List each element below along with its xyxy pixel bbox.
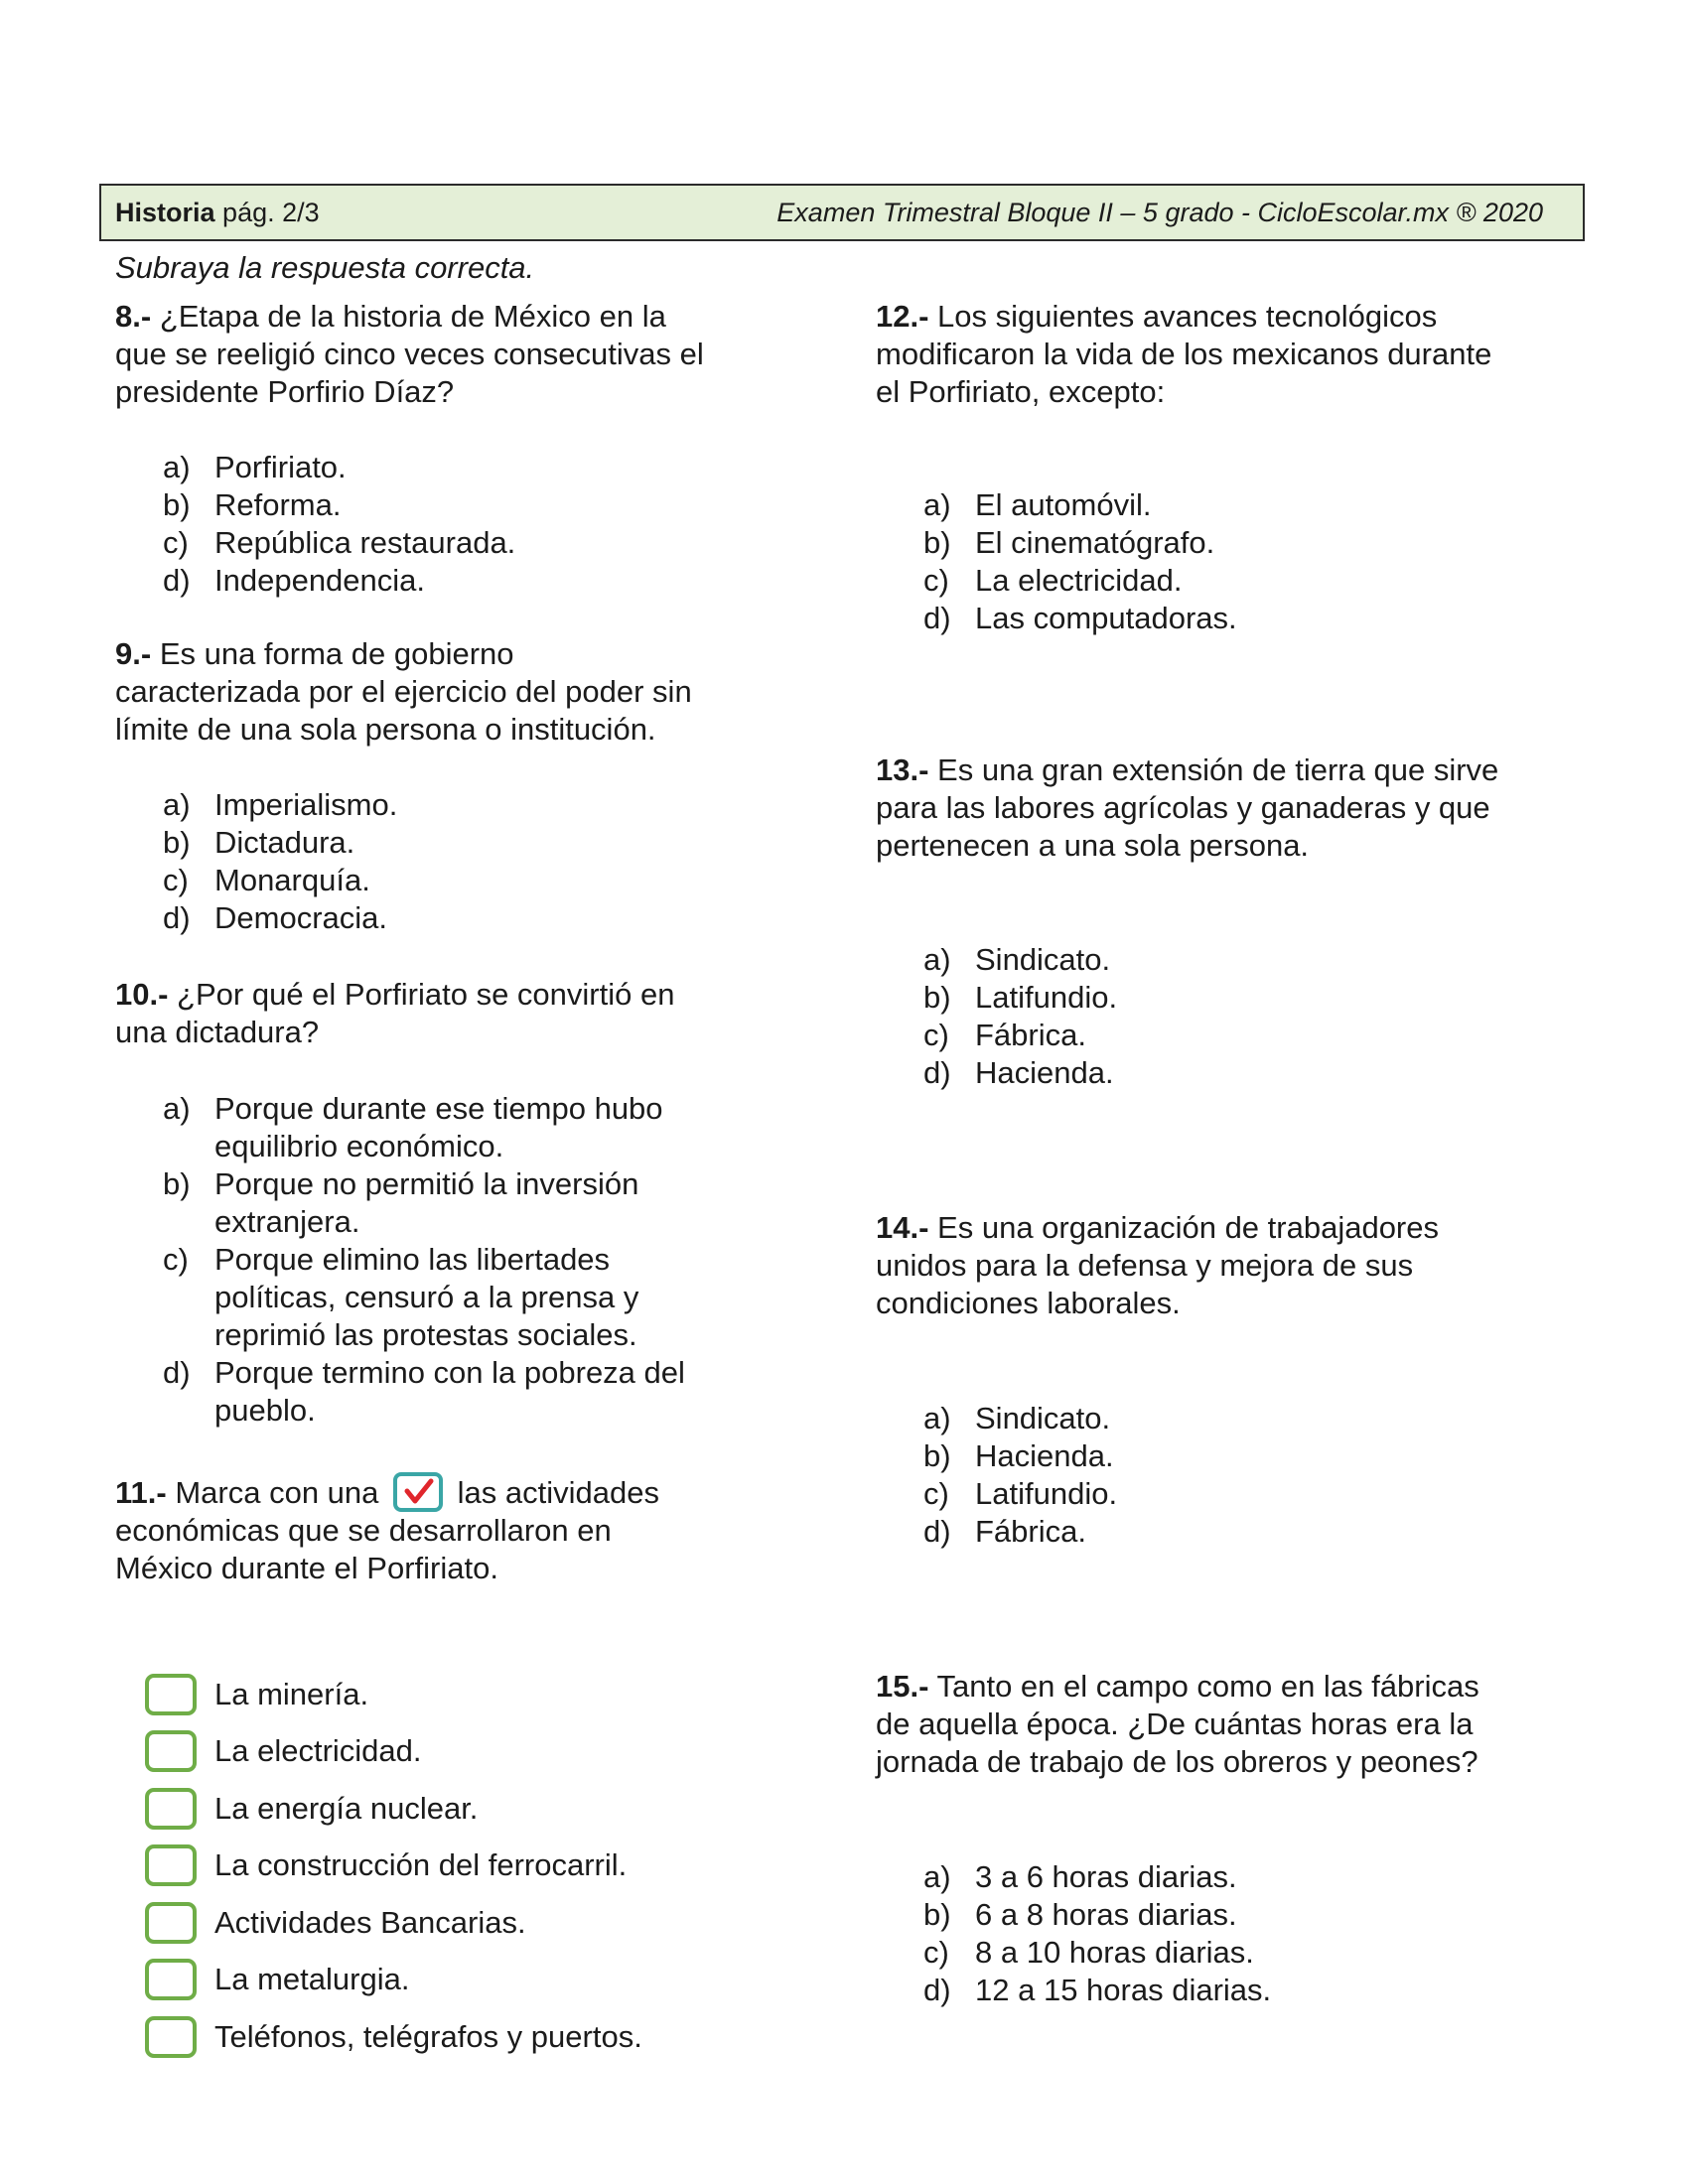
question-line: ¿Por qué el Porfiriato se convirtió en [177, 977, 675, 1012]
checkbox-item[interactable]: La minería. [145, 1666, 642, 1723]
option[interactable]: d) Porque termino con la pobreza del pueblo. [163, 1355, 685, 1428]
checkbox[interactable] [145, 1902, 197, 1944]
checkbox[interactable] [145, 1730, 197, 1772]
option[interactable]: c) Monarquía. [163, 863, 370, 897]
checkbox[interactable] [145, 1844, 197, 1886]
instruction: Subraya la respuesta correcta. [115, 250, 535, 285]
question-number: 9.- [115, 636, 152, 671]
question-line: jornada de trabajo de los obreros y peones? [876, 1744, 1478, 1779]
question-number: 15.- [876, 1669, 929, 1704]
question-line: condiciones laborales. [876, 1286, 1181, 1320]
question-line: económicas que se desarrollaron en [115, 1513, 612, 1548]
header-left [115, 186, 320, 239]
checkbox[interactable] [145, 1674, 197, 1715]
option[interactable]: b) Reforma. [163, 487, 342, 522]
option[interactable]: a) Porque durante ese tiempo hubo equilibrio económico. [163, 1091, 663, 1163]
option[interactable]: c) Porque elimino las libertades políticas, censuró a la prensa y reprimió las protestas sociales. [163, 1242, 639, 1352]
option[interactable]: b) Hacienda. [923, 1438, 1114, 1473]
question-number: 13.- [876, 752, 929, 787]
options-10 [163, 1090, 759, 1430]
checkbox-item[interactable]: Actividades Bancarias. [145, 1894, 642, 1952]
question-line: modificaron la vida de los mexicanos durante [876, 337, 1492, 371]
question-line: el Porfiriato, excepto: [876, 374, 1166, 409]
question-line: Los siguientes avances tecnológicos [937, 299, 1438, 334]
question-line: unidos para la defensa y mejora de sus [876, 1248, 1414, 1283]
question-line: ¿Etapa de la historia de México en la [159, 299, 666, 334]
checkbox-item[interactable]: La energía nuclear. [145, 1780, 642, 1838]
checkbox-item[interactable]: La metalurgia. [145, 1952, 642, 2009]
question-line: Es una gran extensión de tierra que sirve [937, 752, 1499, 787]
question-text [115, 298, 771, 336]
checkbox[interactable] [145, 1788, 197, 1830]
option[interactable]: b) Porque no permitió la inversión extranjera. [163, 1166, 639, 1239]
question-line: de aquella época. ¿De cuántas horas era la [876, 1706, 1474, 1741]
check-mark-icon [393, 1472, 443, 1512]
options-8 [163, 449, 759, 600]
checkbox[interactable] [145, 2016, 197, 2058]
question-number: 11.- [115, 1475, 167, 1510]
question-line: límite de una sola persona o institución. [115, 712, 656, 747]
question-number: 8.- [115, 299, 152, 334]
checkbox[interactable] [145, 1959, 197, 2000]
question-line: presidente Porfirio Díaz? [115, 374, 455, 409]
option[interactable]: c) República restaurada. [163, 525, 516, 560]
question-line: Es una forma de gobierno [159, 636, 514, 671]
question-number: 10.- [115, 977, 169, 1012]
subject-label: Historia [115, 198, 215, 227]
option[interactable]: c) Fábrica. [923, 1018, 1086, 1052]
page-number: pág. 2/3 [222, 198, 320, 227]
question-line: caracterizada por el ejercicio del poder sin [115, 674, 692, 709]
option[interactable]: b) Dictadura. [163, 825, 355, 860]
question-line: Es una organización de trabajadores [937, 1210, 1439, 1245]
option[interactable]: d) Independencia. [163, 563, 426, 598]
question-number: 14.- [876, 1210, 929, 1245]
question-14 [876, 1209, 1531, 1322]
options-9 [163, 786, 759, 937]
checkbox-item[interactable]: Teléfonos, telégrafos y puertos. [145, 2008, 642, 2066]
question-9 [115, 635, 771, 749]
question-12 [876, 298, 1531, 411]
checkbox-list [145, 1666, 642, 2066]
option[interactable]: b) El cinematógrafo. [923, 525, 1215, 560]
exam-title: Examen Trimestral Bloque II – 5 grado - CicloEscolar.mx ® 2020 [776, 198, 1543, 227]
question-8 [115, 298, 771, 411]
options-15 [923, 1858, 1519, 2009]
question-line: pertenecen a una sola persona. [876, 828, 1310, 863]
checkbox-item[interactable]: La electricidad. [145, 1723, 642, 1781]
option[interactable]: a) Sindicato. [923, 1401, 1111, 1435]
question-line: las actividades [457, 1475, 659, 1510]
page-header [99, 184, 1585, 241]
option[interactable]: d) Hacienda. [923, 1055, 1114, 1090]
option[interactable]: b) 6 a 8 horas diarias. [923, 1897, 1237, 1932]
checkbox-item[interactable]: La construcción del ferrocarril. [145, 1838, 642, 1895]
question-15 [876, 1668, 1531, 1781]
question-line: una dictadura? [115, 1015, 320, 1049]
option[interactable]: d) Democracia. [163, 900, 387, 935]
question-line: Marca con una [175, 1475, 379, 1510]
question-10 [115, 976, 771, 1051]
options-14 [923, 1400, 1519, 1551]
question-13 [876, 751, 1531, 865]
question-line: que se reeligió cinco veces consecutivas el [115, 337, 704, 371]
option[interactable]: d) 12 a 15 horas diarias. [923, 1973, 1272, 2007]
question-line: para las labores agrícolas y ganaderas y que [876, 790, 1490, 825]
option[interactable]: a) 3 a 6 horas diarias. [923, 1859, 1237, 1894]
option[interactable]: a) Imperialismo. [163, 787, 398, 822]
options-13 [923, 941, 1519, 1092]
option[interactable]: c) 8 a 10 horas diarias. [923, 1935, 1254, 1970]
option[interactable]: a) Sindicato. [923, 942, 1111, 977]
option[interactable]: b) Latifundio. [923, 980, 1118, 1015]
question-number: 12.- [876, 299, 929, 334]
option[interactable]: c) Latifundio. [923, 1476, 1118, 1511]
option[interactable]: d) Fábrica. [923, 1514, 1086, 1549]
option[interactable]: a) Porfiriato. [163, 450, 347, 484]
question-11 [115, 1472, 771, 1587]
option[interactable]: a) El automóvil. [923, 487, 1152, 522]
option[interactable]: d) Las computadoras. [923, 601, 1237, 635]
option[interactable]: c) La electricidad. [923, 563, 1183, 598]
question-line: México durante el Porfiriato. [115, 1551, 498, 1585]
question-line: Tanto en el campo como en las fábricas [936, 1669, 1479, 1704]
options-12 [923, 486, 1519, 637]
